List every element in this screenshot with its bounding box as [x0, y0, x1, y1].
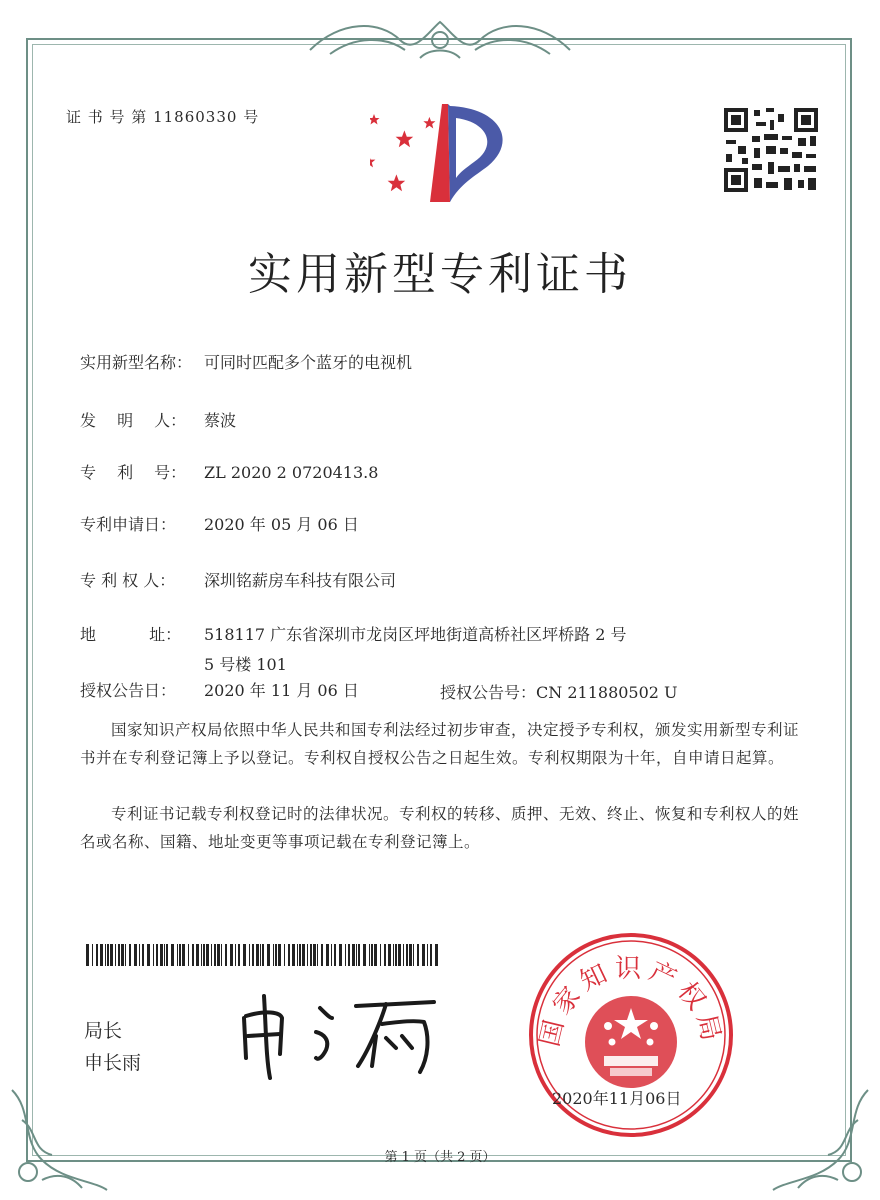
- field-label: 专 利 号：: [80, 463, 187, 482]
- barcode-bar: [260, 944, 261, 966]
- statement-paragraph-1: 国家知识产权局依照中华人民共和国专利法经过初步审查，决定授予专利权，颁发实用新型专利证书并在专利登记簿上予以登记。专利权自授权公告之日起生效。专利权期限为十年，自申请日起算。: [80, 721, 800, 767]
- field-value: ZL 2020 2 0720413.8: [204, 463, 379, 482]
- barcode-bar: [297, 944, 298, 966]
- barcode-bar: [334, 944, 336, 966]
- barcode-bar: [371, 944, 373, 966]
- field-value: 可同时匹配多个蓝牙的电视机: [204, 353, 413, 372]
- barcode-bar: [292, 944, 295, 966]
- barcode-bar: [384, 944, 386, 966]
- barcode-bar: [273, 944, 274, 966]
- statement-paragraph-2: 专利证书记载专利权登记时的法律状况。专利权的转移、质押、无效、终止、恢复和专利权人的姓名或名称、国籍、地址变更等事项记载在专利登记簿上。: [80, 805, 800, 851]
- barcode-bar: [435, 944, 438, 966]
- barcode-bar: [156, 944, 158, 966]
- field-utility-model-name: [80, 352, 412, 374]
- field-value: 518117 广东省深圳市龙岗区坪地街道高桥社区坪桥路 2 号: [204, 625, 627, 644]
- barcode-bar: [179, 944, 181, 966]
- director-title: 局长: [84, 1020, 123, 1042]
- barcode-bar: [398, 944, 401, 966]
- bottom-left-ornament: [2, 1080, 112, 1198]
- barcode-bar: [139, 944, 140, 966]
- svg-text:国家知识产权局: 国家知识产权局: [534, 954, 728, 1050]
- barcode-bar: [153, 944, 154, 966]
- field-value: 2020 年 05 月 06 日: [204, 515, 359, 534]
- barcode-bar: [363, 944, 366, 966]
- barcode-bar: [252, 944, 254, 966]
- field-grant-date: [80, 680, 359, 702]
- barcode-bar: [406, 944, 408, 966]
- field-label: 授权公告号：: [440, 683, 537, 702]
- barcode-bar: [302, 944, 305, 966]
- barcode-bar: [192, 944, 194, 966]
- qr-code-icon: [722, 106, 820, 194]
- field-label: 专 利 权 人：: [80, 571, 176, 590]
- barcode-bar: [121, 944, 124, 966]
- barcode-bar: [206, 944, 209, 966]
- barcode-bar: [196, 944, 199, 966]
- barcode-bar: [388, 944, 391, 966]
- director-signature: [236, 988, 442, 1080]
- page-number: 第 1 页（共 2 页）: [384, 1150, 496, 1165]
- barcode-bar: [393, 944, 394, 966]
- barcode-bar: [235, 944, 236, 966]
- barcode-bar: [177, 944, 178, 966]
- barcode-bar: [256, 944, 259, 966]
- certificate-title: 实用新型专利证书: [248, 249, 632, 300]
- barcode-bar: [267, 944, 270, 966]
- barcode-bar: [214, 944, 216, 966]
- barcode-bar: [100, 944, 103, 966]
- field-value: 深圳铭薪房车科技有限公司: [204, 571, 397, 590]
- field-label: 实用新型名称：: [80, 353, 193, 372]
- barcode-bar: [395, 944, 397, 966]
- patent-office-logo-icon: [370, 96, 520, 208]
- top-ornament: [300, 10, 580, 66]
- barcode-bar: [345, 944, 346, 966]
- barcode-bar: [96, 944, 98, 966]
- barcode-bar: [118, 944, 120, 966]
- barcode-bar: [166, 944, 168, 966]
- field-label: 授权公告日：: [80, 681, 177, 700]
- barcode-bar: [417, 944, 419, 966]
- barcode-bar: [374, 944, 377, 966]
- barcode-bar: [238, 944, 240, 966]
- barcode-bar: [288, 944, 290, 966]
- barcode-bar: [92, 944, 93, 966]
- barcode-bar: [299, 944, 301, 966]
- director-name: 申长雨: [84, 1052, 142, 1074]
- barcode-bar: [211, 944, 212, 966]
- barcode-bar: [129, 944, 131, 966]
- barcode-bar: [310, 944, 312, 966]
- barcode-bar: [317, 944, 318, 966]
- field-patent-number: [80, 462, 378, 484]
- barcode-bar: [348, 944, 350, 966]
- barcode-bar: [86, 944, 89, 966]
- barcode-bar: [321, 944, 323, 966]
- barcode-bar: [203, 944, 205, 966]
- barcode-bar: [171, 944, 174, 966]
- address-line-2: 5 号楼 101: [204, 655, 287, 674]
- barcode-bar: [313, 944, 316, 966]
- barcode-bar: [422, 944, 425, 966]
- barcode-bar: [115, 944, 116, 966]
- bottom-right-ornament: [768, 1080, 878, 1198]
- barcode-bar: [217, 944, 220, 966]
- field-label: 发 明 人：: [80, 411, 187, 430]
- certificate-number: 证 书 号 第 11860330 号: [66, 108, 260, 126]
- barcode-bar: [356, 944, 357, 966]
- barcode-bar: [352, 944, 355, 966]
- barcode-bar: [339, 944, 342, 966]
- field-label: 专利申请日：: [80, 515, 177, 534]
- barcode-bar: [275, 944, 277, 966]
- barcode-bar: [134, 944, 137, 966]
- seal-date: 2020年11月06日: [552, 1089, 682, 1108]
- barcode-icon: [86, 944, 442, 966]
- barcode-bar: [249, 944, 250, 966]
- field-inventor: [80, 410, 236, 432]
- barcode-bar: [110, 944, 113, 966]
- field-address: [80, 624, 627, 646]
- barcode-bar: [125, 944, 126, 966]
- field-value: 蔡波: [204, 411, 237, 430]
- barcode-bar: [201, 944, 202, 966]
- field-grant-number: [440, 680, 678, 703]
- barcode-bar: [409, 944, 412, 966]
- barcode-bar: [147, 944, 150, 966]
- barcode-bar: [105, 944, 106, 966]
- barcode-bar: [225, 944, 227, 966]
- barcode-bar: [230, 944, 233, 966]
- barcode-bar: [326, 944, 329, 966]
- barcode-bar: [427, 944, 428, 966]
- field-label: 地 址：: [80, 625, 182, 644]
- barcode-bar: [164, 944, 165, 966]
- barcode-bar: [413, 944, 414, 966]
- barcode-bar: [430, 944, 432, 966]
- field-application-date: [80, 514, 359, 536]
- barcode-bar: [358, 944, 360, 966]
- barcode-bar: [243, 944, 246, 966]
- barcode-bar: [307, 944, 308, 966]
- barcode-bar: [107, 944, 109, 966]
- barcode-bar: [278, 944, 281, 966]
- field-patentee: [80, 570, 396, 592]
- barcode-bar: [380, 944, 381, 966]
- barcode-bar: [182, 944, 185, 966]
- barcode-bar: [160, 944, 163, 966]
- barcode-bar: [403, 944, 404, 966]
- barcode-bar: [284, 944, 285, 966]
- barcode-bar: [369, 944, 370, 966]
- field-value: CN 211880502 U: [536, 683, 678, 702]
- barcode-bar: [331, 944, 332, 966]
- field-value: 2020 年 11 月 06 日: [204, 681, 359, 700]
- barcode-bar: [262, 944, 264, 966]
- barcode-bar: [221, 944, 222, 966]
- barcode-bar: [188, 944, 189, 966]
- barcode-bar: [142, 944, 144, 966]
